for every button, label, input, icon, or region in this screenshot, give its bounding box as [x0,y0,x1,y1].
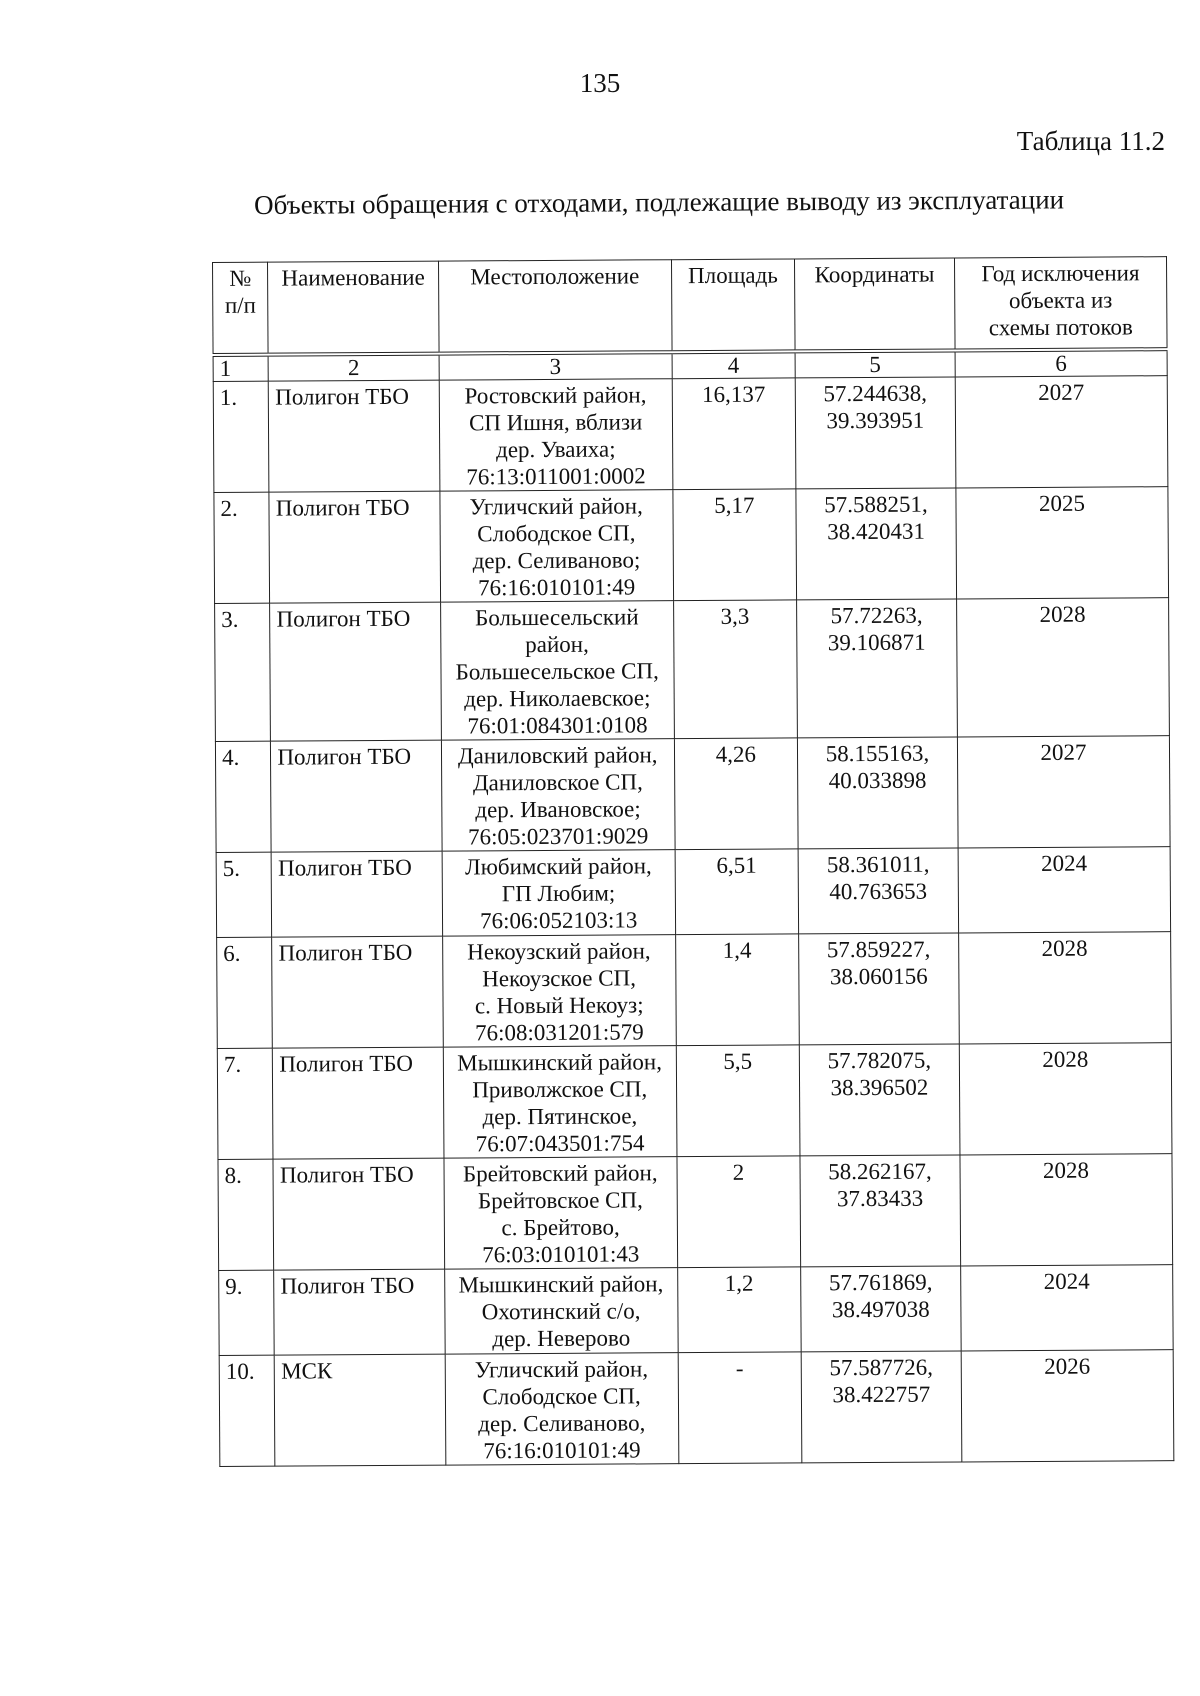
exclusion-year-text: 2026 [1044,1353,1091,1379]
row-number [215,741,271,852]
object-name-text: МСК [281,1358,333,1384]
object-area [675,849,799,935]
exclusion-year [961,1350,1174,1462]
object-name-text: Полигон ТБО [275,494,410,521]
row-number [216,852,272,937]
object-name [269,491,440,603]
object-name [274,1269,445,1355]
exclusion-year-text: 2028 [1042,1046,1089,1072]
object-name [272,936,443,1048]
row-number-text: 7. [223,1051,242,1077]
object-location-text: Некоузский район, Некоузское СП, с. Новый Некоуз; 76:08:031201:579 [467,938,651,1046]
object-area [674,738,798,850]
object-coordinates-text: 57.72263, 39.106871 [827,602,926,656]
object-coordinates [797,599,958,738]
object-coordinates [800,1155,961,1267]
object-coordinates-text: 57.587726, 38.422757 [829,1354,933,1408]
object-coordinates [801,1266,961,1352]
column-number: 3 [439,352,672,380]
object-coordinates [798,848,958,934]
object-coordinates [797,737,958,849]
header-coords: Координаты [794,258,954,351]
exclusion-year-text: 2025 [1038,490,1085,516]
object-name-text: Полигон ТБО [277,743,412,770]
exclusion-year [958,932,1171,1044]
object-coordinates-text: 58.155163, 40.033898 [825,740,930,794]
exclusion-year [960,1154,1173,1266]
object-location-text: Мышкинский район, Приволжское СП, дер. Пятинское, 76:07:043501:754 [457,1049,663,1157]
object-coordinates-text: 58.262167, 37.83433 [828,1158,932,1212]
object-location [444,1268,678,1354]
exclusion-year [960,1265,1173,1351]
object-coordinates-text: 57.859227, 38.060156 [826,936,931,990]
row-number-text: 10. [225,1358,255,1384]
column-number: 1 [213,355,269,382]
object-location [443,1046,677,1158]
object-location [440,490,674,602]
object-location-text: Брейтовский район, Брейтовское СП, с. Брейтово, 76:03:010101:43 [462,1160,658,1268]
object-location-text: Угличский район, Слободское СП, дер. Селиваново; 76:16:010101:49 [469,493,643,601]
object-location-text: Угличский район, Слободское СП, дер. Селиваново, 76:16:010101:49 [474,1356,649,1464]
column-number: 4 [672,351,795,378]
object-area-text: 3,3 [720,603,750,629]
column-number: 5 [795,350,955,377]
table-row [218,1154,1173,1271]
table-caption: Таблица 11.2 [1016,126,1165,156]
object-name [275,1354,446,1466]
object-area-text: 5,17 [714,492,755,518]
object-coordinates [799,933,960,1045]
column-number: 6 [955,349,1167,377]
header-no: № п/п [213,262,269,355]
exclusion-year-text: 2024 [1043,1268,1090,1294]
object-area-text: 5,5 [723,1048,753,1074]
object-location-text: Ростовский район, СП Ишня, вблизи дер. Уваиха; 76:13:011001:0002 [464,382,647,490]
object-location [440,601,674,740]
object-area-text: - [735,1355,744,1381]
object-location-text: Даниловский район, Даниловское СП, дер. Ивановское; 76:05:023701:9029 [457,742,658,850]
exclusion-year-text: 2027 [1038,379,1085,405]
object-coordinates-text: 57.244638, 39.393951 [823,380,928,434]
object-area [675,934,799,1046]
row-number [219,1270,275,1355]
object-location [444,1157,678,1269]
header-location: Местоположение [438,260,672,354]
exclusion-year [956,487,1169,599]
object-coordinates-text: 58.361011, 40.763653 [826,851,930,905]
object-location [442,850,676,936]
table-header-row [213,257,1168,355]
row-number-text: 1. [219,384,238,410]
object-name-text: Полигон ТБО [278,939,413,966]
row-number [215,603,271,741]
row-number-text: 2. [220,495,238,521]
object-coordinates [796,488,957,600]
object-area-text: 6,51 [716,852,757,878]
row-number [219,1355,275,1466]
object-name-text: Полигон ТБО [279,1161,414,1188]
object-name [271,851,442,937]
waste-objects-table [212,256,1174,1467]
object-location [441,739,675,851]
object-name [270,602,441,741]
exclusion-year-text: 2024 [1041,850,1088,876]
object-name-text: Полигон ТБО [276,605,411,632]
exclusion-year-text: 2028 [1039,601,1086,627]
object-area [672,378,796,490]
object-area [678,1352,802,1464]
row-number [213,381,269,492]
exclusion-year [959,1043,1172,1155]
header-area: Площадь [671,259,795,352]
object-coordinates [799,1044,960,1156]
exclusion-year [958,847,1171,933]
row-number-text: 5. [222,855,241,881]
row-number [217,1048,273,1159]
table-row [216,847,1171,938]
exclusion-year [955,376,1168,488]
row-number [217,937,273,1048]
object-location-text: Большесельский район, Большесельское СП, дер. Николаевское; 76:01:084301:0108 [455,604,659,739]
object-location [442,935,676,1047]
table-row [215,598,1170,742]
object-area-text: 4,26 [715,741,757,767]
row-number [214,492,270,603]
table-row [213,376,1168,493]
table-row [219,1350,1174,1467]
table-row [215,736,1170,853]
object-name-text: Полигон ТБО [280,1272,415,1299]
table-row [217,1043,1172,1160]
page-number: 135 [579,68,621,98]
object-location-text: Мышкинский район, Охотинский с/о, дер. Неверово [458,1271,664,1352]
exclusion-year-text: 2028 [1041,935,1088,961]
object-coordinates-text: 57.588251, 38.420431 [824,491,928,545]
column-number: 2 [268,354,438,382]
object-name-text: Полигон ТБО [279,1050,414,1077]
object-location [439,379,673,491]
object-area [677,1267,801,1353]
object-name [273,1158,444,1270]
table-row [219,1265,1174,1356]
object-area-text: 16,137 [701,381,766,408]
table-row [217,932,1172,1049]
object-area [676,1045,800,1157]
header-name: Наименование [268,261,439,355]
object-name-text: Полигон ТБО [275,383,410,410]
row-number [218,1159,274,1270]
object-coordinates-text: 57.782075, 38.396502 [827,1047,932,1101]
object-area [673,600,797,739]
object-coordinates [801,1351,962,1463]
object-name-text: Полигон ТБО [278,854,412,881]
row-number-text: 9. [225,1273,243,1299]
object-area-text: 1,4 [722,937,752,963]
object-area-text: 2 [732,1159,745,1185]
object-name [271,740,442,852]
object-location [445,1353,679,1465]
exclusion-year-text: 2028 [1042,1157,1090,1183]
object-area [677,1156,801,1268]
row-number-text: 8. [224,1162,242,1188]
header-year: Год исключения объекта из схемы потоков [954,257,1167,351]
object-name [273,1047,444,1159]
object-area-text: 1,2 [724,1270,754,1296]
table-row [214,487,1169,604]
exclusion-year [957,736,1170,848]
object-area [673,489,797,601]
row-number-text: 4. [221,744,240,770]
object-coordinates-text: 57.761869, 38.497038 [828,1269,933,1323]
object-location-text: Любимский район, ГП Любим; 76:06:052103:13 [464,853,652,934]
object-coordinates [795,377,956,489]
table-title: Объекты обращения с отходами, подлежащие выводу из эксплуатации [254,184,1065,220]
exclusion-year-text: 2027 [1040,739,1087,765]
exclusion-year [956,598,1169,737]
row-number-text: 6. [223,940,241,966]
object-name [269,380,440,492]
row-number-text: 3. [221,606,239,632]
